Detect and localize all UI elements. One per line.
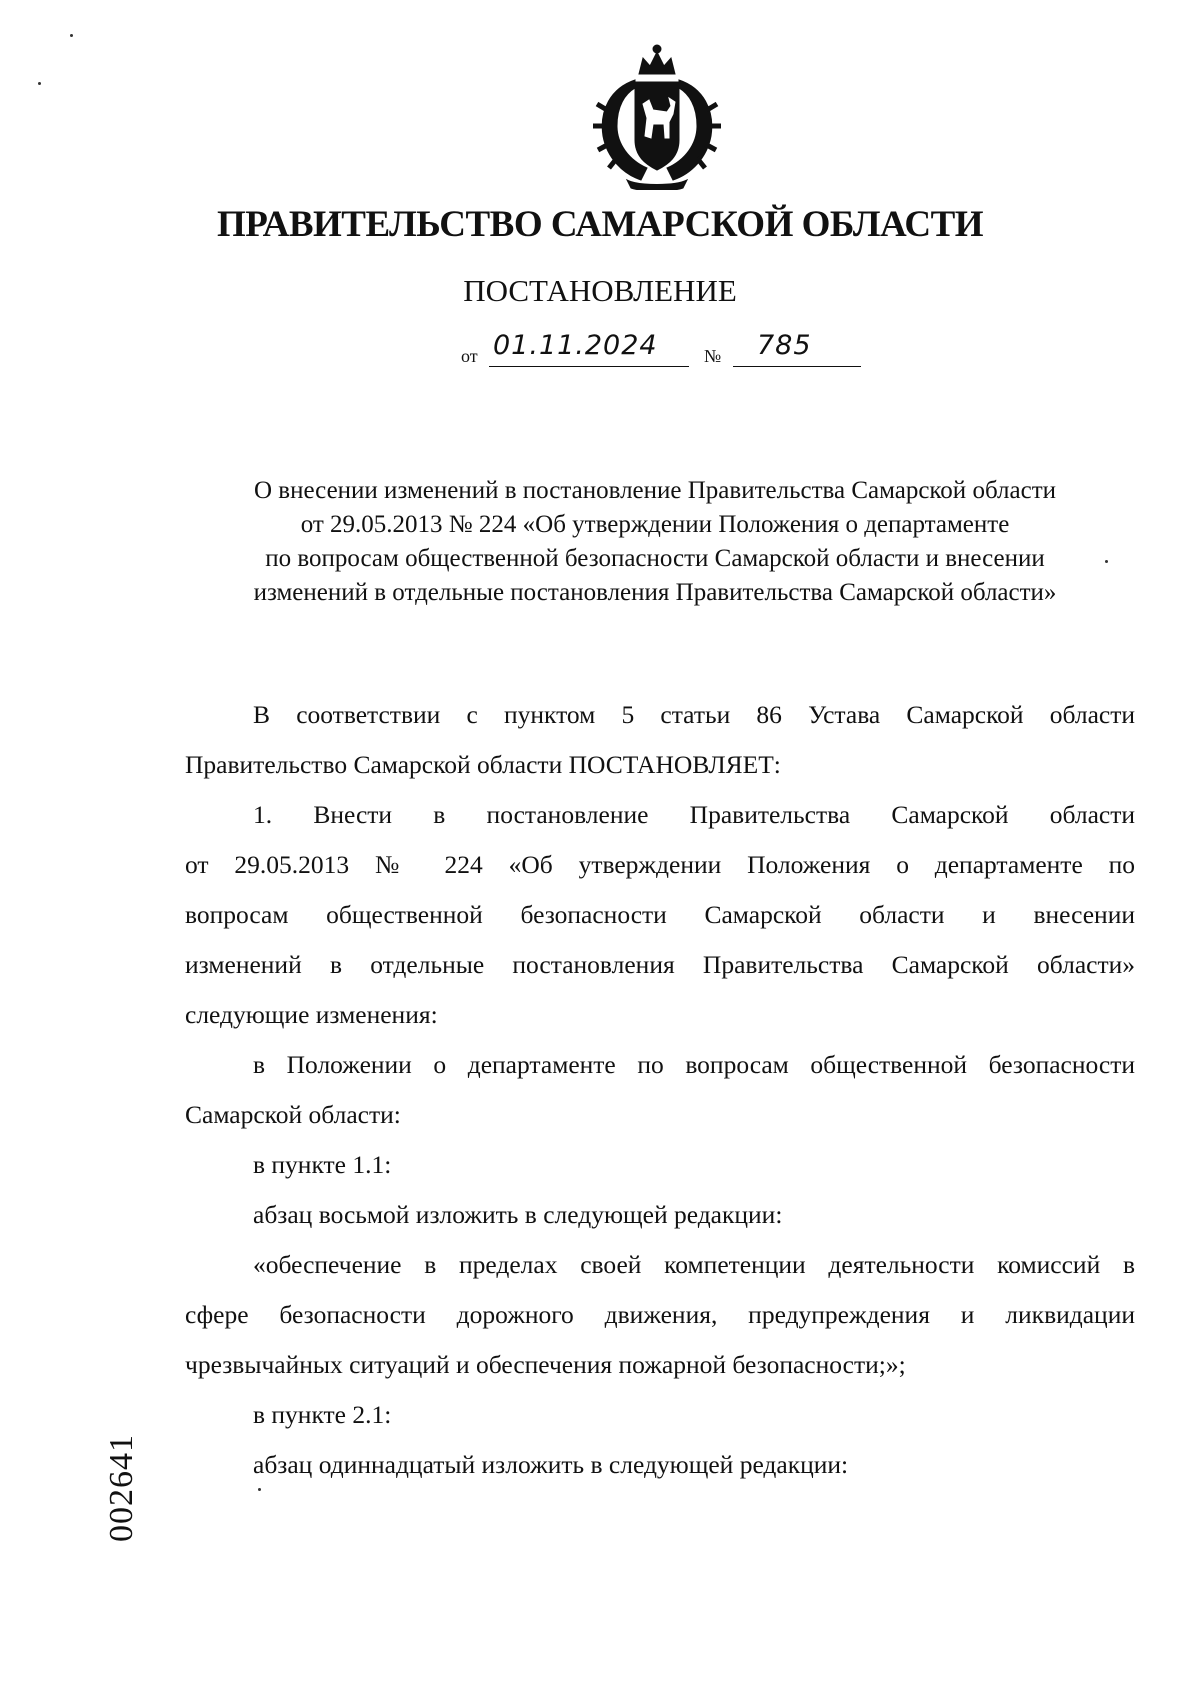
body-line: от 29.05.2013 № 224 «Об утверждении Положения о департаменте по [185, 850, 1135, 879]
body-line: в Положении о департаменте по вопросам общественной безопасности [253, 1050, 1135, 1079]
date-value: 01.11.2024 [493, 330, 658, 361]
body-line: следующие изменения: [185, 1000, 438, 1029]
subject-line: от 29.05.2013 № 224 «Об утверждении Положения о департаменте [300, 511, 1010, 538]
subject-line: О внесении изменений в постановление Правительства Самарской области [253, 477, 1057, 504]
scan-speck [70, 34, 73, 37]
scan-speck [258, 1488, 261, 1491]
body-line: изменений в отдельные постановления Правительства Самарской области» [185, 950, 1135, 979]
body-line: абзац восьмой изложить в следующей редакции: [253, 1200, 783, 1229]
body-line: чрезвычайных ситуаций и обеспечения пожарной безопасности;»; [185, 1350, 906, 1379]
body-line: в пункте 2.1: [253, 1400, 392, 1429]
body-line: Правительство Самарской области ПОСТАНОВЛЯЕТ: [185, 750, 781, 779]
organization-title: ПРАВИТЕЛЬСТВО САМАРСКОЙ ОБЛАСТИ [216, 204, 984, 245]
date-field [489, 330, 689, 367]
scan-speck [38, 82, 41, 85]
number-field [733, 330, 861, 367]
body-line: В соответствии с пунктом 5 статьи 86 Устава Самарской области [253, 700, 1135, 729]
body-line: Самарской области: [185, 1100, 401, 1129]
body-line: «обеспечение в пределах своей компетенции деятельности комиссий в [253, 1250, 1135, 1279]
samara-coat-of-arms-icon [577, 40, 737, 190]
body-line: в пункте 1.1: [253, 1150, 392, 1179]
body-line: 1. Внести в постановление Правительства Самарской области [253, 800, 1135, 829]
date-number-line [461, 330, 861, 370]
body-line: абзац одиннадцатый изложить в следующей редакции: [253, 1450, 849, 1479]
document-type: ПОСТАНОВЛЕНИЕ [463, 273, 737, 308]
subject-line: по вопросам общественной безопасности Самарской области и внесении [265, 545, 1045, 572]
date-prefix: от [461, 346, 478, 366]
registration-stamp-number: 002641 [103, 1434, 140, 1542]
number-value: 785 [757, 330, 812, 361]
body-line: сфере безопасности дорожного движения, предупреждения и ликвидации [185, 1300, 1135, 1329]
scan-speck [1105, 560, 1108, 563]
subject-line: изменений в отдельные постановления Правительства Самарской области» [253, 579, 1057, 606]
document-subject [185, 474, 1125, 610]
body-line: вопросам общественной безопасности Самарской области и внесении [185, 900, 1135, 929]
number-label: № [704, 346, 722, 366]
